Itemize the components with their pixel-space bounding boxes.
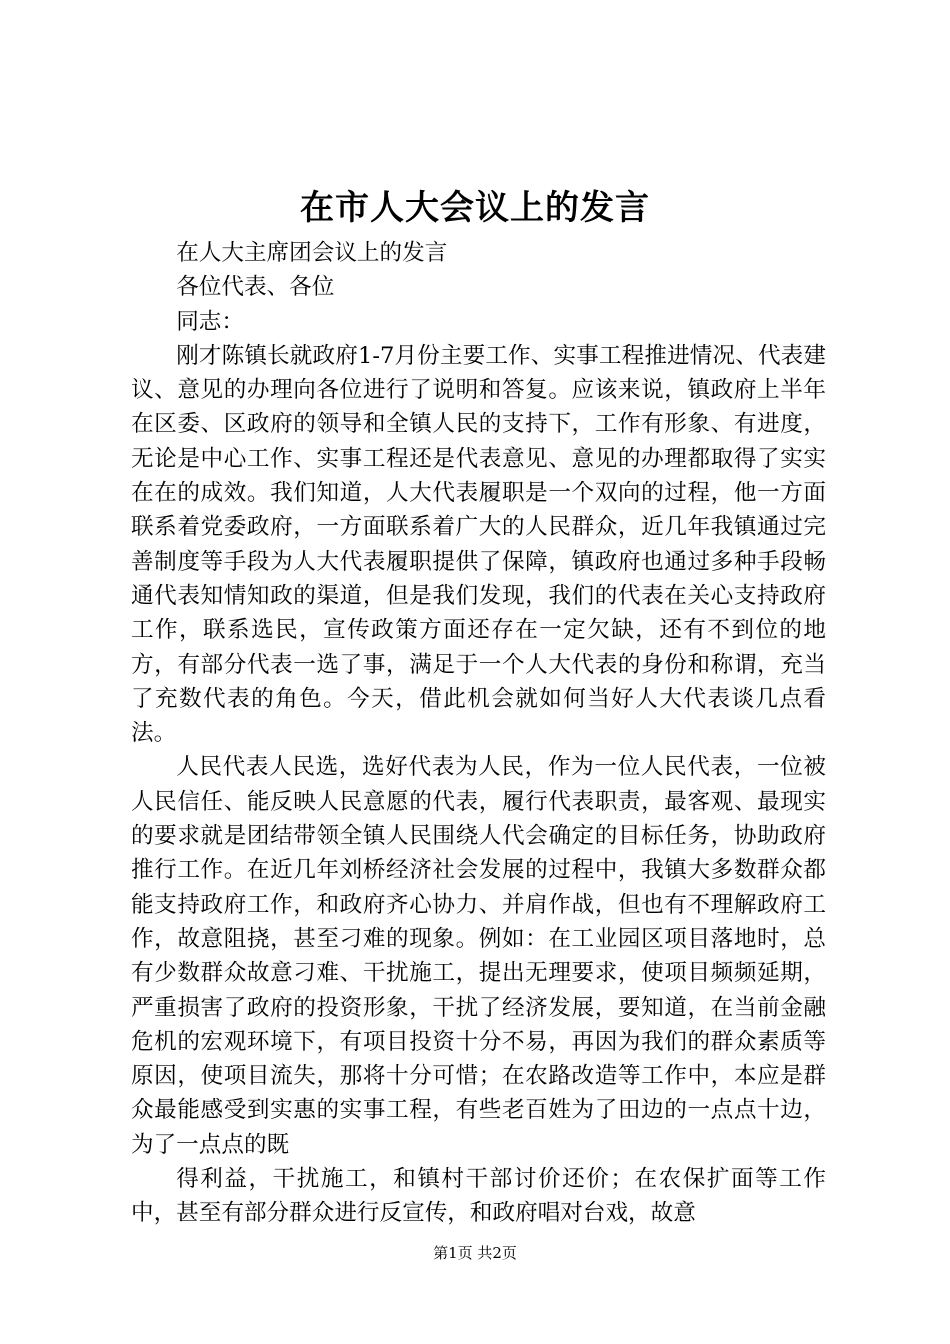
paragraph-body-2: 人民代表人民选，选好代表为人民，作为一位人民代表，一位被人民信任、能反映人民意愿的代表，履行代表职责，最客观、最现实的要求就是团结带领全镇人民围绕人代会确定的目标任务，协助政府推行工作。在近几年刘桥经济社会发展的过程中，我镇大多数群众都能支持政府工作，和政府齐心协力、并肩作战，但也有不理解政府工作，故意阻挠，甚至刁难的现象。例如：在工业园区项目落地时，总有少数群众故意刁难、干扰施工，提出无理要求，使项目频频延期，严重损害了政府的投资形象，干扰了经济发展，要知道，在当前金融危机的宏观环境下，有项目投资十分不易，再因为我们的群众素质等原因，使项目流失，那将十分可惜；在农路改造等工作中，本应是群众最能感受到实惠的实事工程，有些老百姓为了田边的一点点十边，为了一点点的既	[131, 754, 826, 1158]
document-title: 在市人大会议上的发言	[300, 188, 650, 228]
paragraph-body-1: 刚才陈镇长就政府1-7月份主要工作、实事工程推进情况、代表建议、意见的办理向各位进行了说明和答复。应该来说，镇政府上半年在区委、区政府的领导和全镇人民的支持下，工作有形象、有进度，无论是中心工作、实事工程还是代表意见、意见的办理都取得了实实在在的成效。我们知道，人大代表履职是一个双向的过程，他一方面联系着党委政府，一方面联系着广大的人民群众，近几年我镇通过完善制度等手段为人大代表履职提供了保障，镇政府也通过多种手段畅通代表知情知政的渠道，但是我们发现，我们的代表在关心支持政府工作，联系选民，宣传政策方面还存在一定欠缺，还有不到位的地方，有部分代表一选了事，满足于一个人大代表的身份和称谓，充当了充数代表的角色。今天，借此机会就如何当好人大代表谈几点看法。	[131, 342, 826, 747]
paragraph-subtitle: 在人大主席团会议上的发言	[176, 240, 448, 266]
page-footer: 第1页 共2页	[433, 1244, 517, 1262]
paragraph-body-3: 得利益，干扰施工，和镇村干部讨价还价；在农保扩面等工作中，甚至有部分群众进行反宣传，和政府唱对台戏，故意	[131, 1166, 826, 1227]
paragraph-salutation-1: 各位代表、各位	[176, 274, 335, 301]
paragraph-salutation-2: 同志：	[176, 308, 244, 335]
document-body	[131, 236, 826, 1231]
